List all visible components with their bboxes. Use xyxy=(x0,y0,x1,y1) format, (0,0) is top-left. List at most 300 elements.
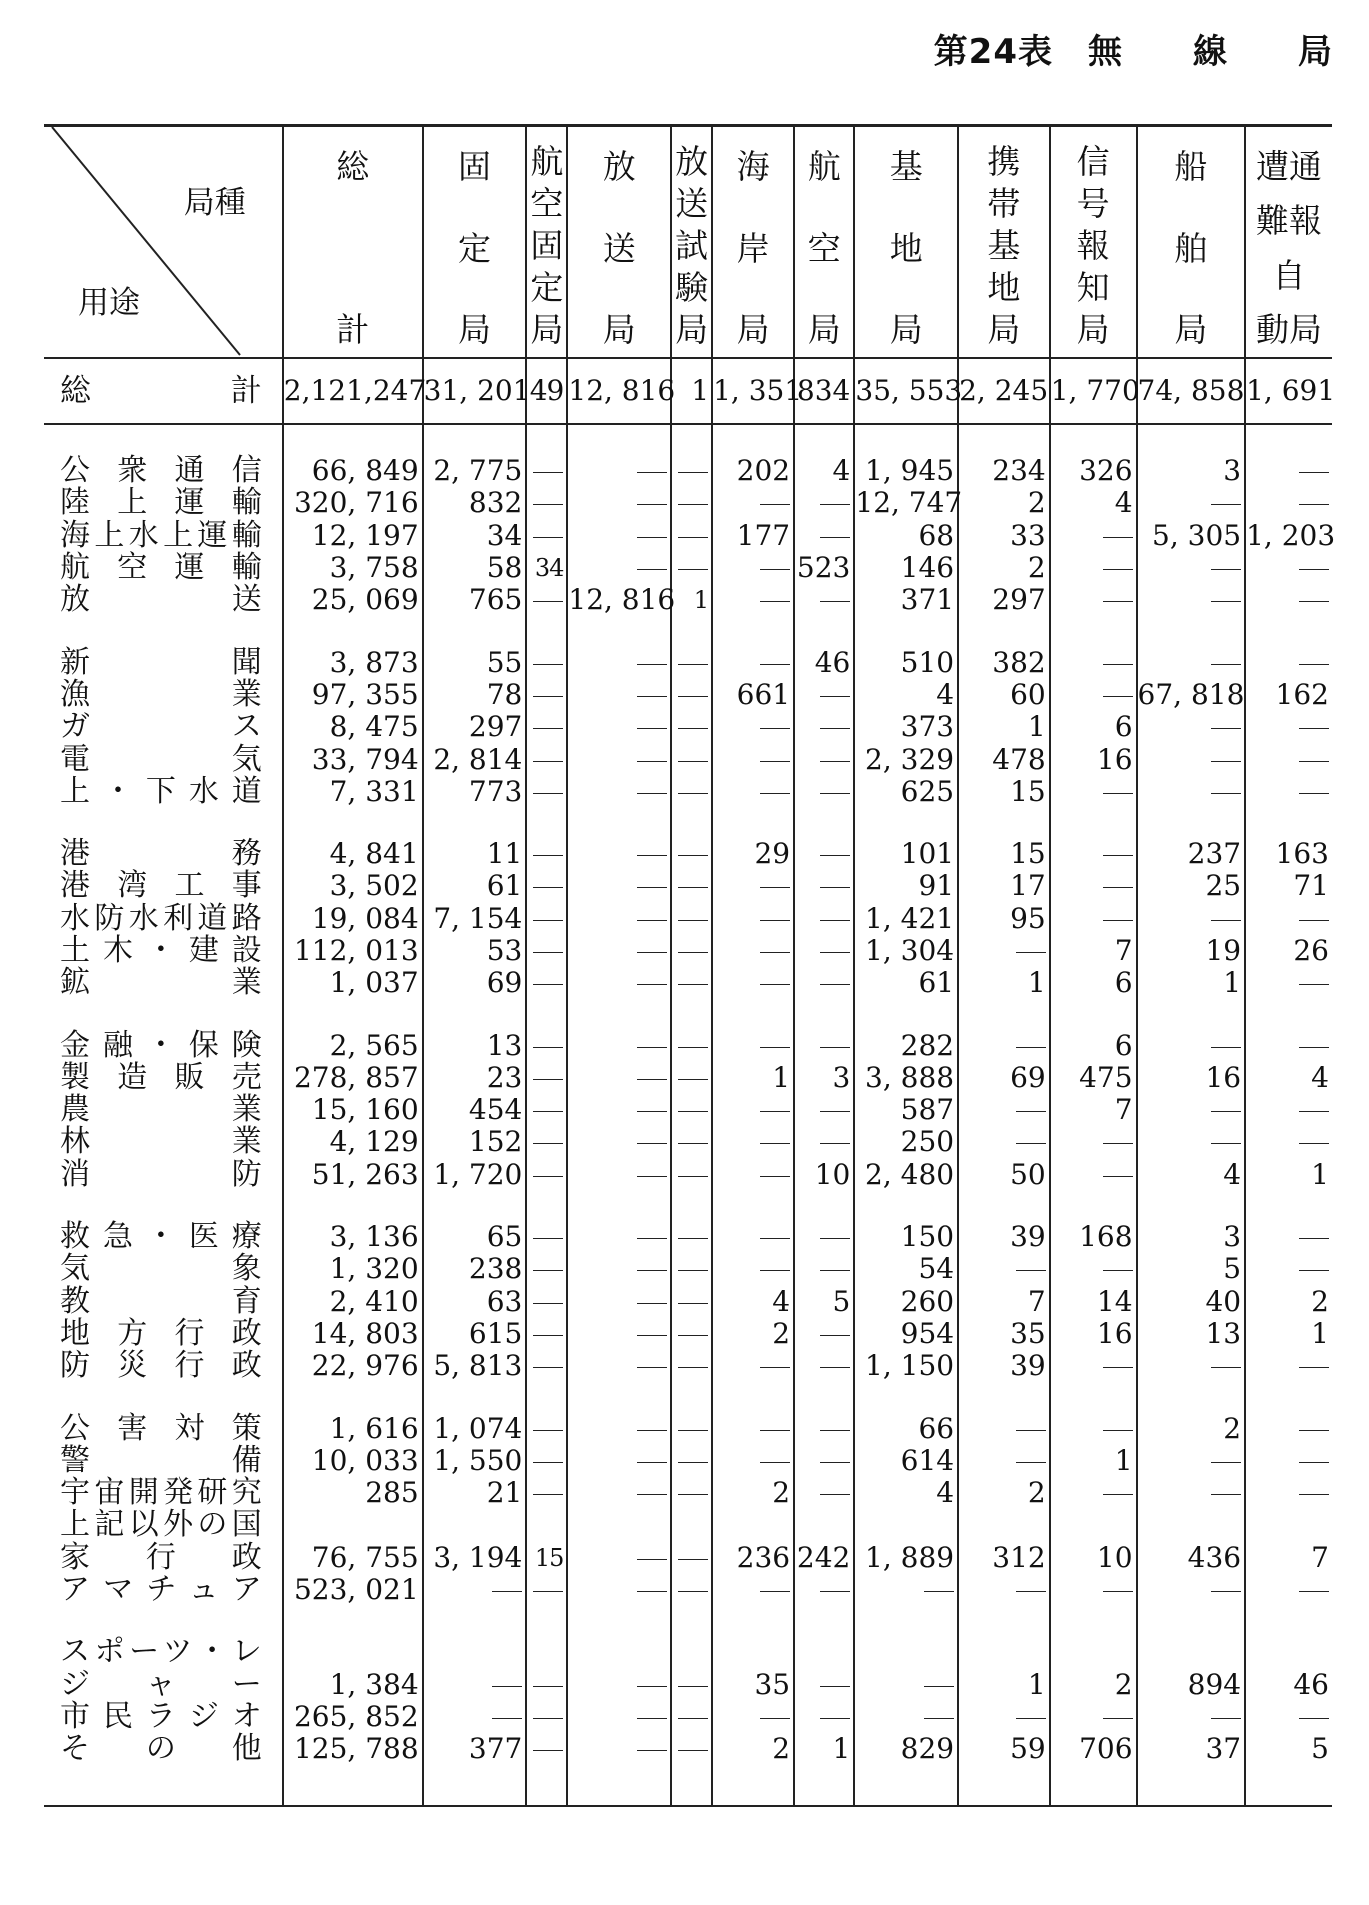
dash-mark xyxy=(637,1047,667,1048)
dash-mark xyxy=(1211,920,1241,921)
table-cell: 2, 775 xyxy=(423,455,527,487)
table-cell: 4 xyxy=(854,1477,958,1509)
table-cell xyxy=(671,1062,712,1094)
dash-mark xyxy=(533,1176,563,1177)
table-cell: 35, 553 xyxy=(854,358,958,424)
table-cell: 60 xyxy=(958,679,1050,711)
column-header-char: 海 xyxy=(736,147,770,186)
dash-mark xyxy=(1103,793,1133,794)
table-cell xyxy=(712,1636,794,1668)
table-cell: 3, 136 xyxy=(283,1221,423,1253)
table-cell xyxy=(794,1574,854,1606)
table-cell: 112, 013 xyxy=(283,935,423,967)
table-row xyxy=(44,1126,1332,1158)
spacer-cell xyxy=(1050,808,1137,838)
dash-mark xyxy=(924,1686,954,1687)
table-cell: 13 xyxy=(1137,1318,1246,1350)
spacer-row xyxy=(44,1382,1332,1412)
dash-mark xyxy=(760,1430,790,1431)
closing-cell xyxy=(526,1765,567,1806)
table-cell: 1 xyxy=(1050,1445,1137,1477)
table-cell: 16 xyxy=(1050,1318,1137,1350)
table-cell xyxy=(794,1221,854,1253)
spacer-cell xyxy=(44,1191,283,1221)
dash-mark xyxy=(533,855,563,856)
table-row xyxy=(44,935,1332,967)
table-cell xyxy=(1137,584,1246,616)
table-cell xyxy=(671,1350,712,1382)
table-cell: 614 xyxy=(854,1445,958,1477)
spacer-cell xyxy=(283,808,423,838)
table-cell: 15 xyxy=(526,1542,567,1574)
table-row xyxy=(44,1159,1332,1191)
table-cell: 587 xyxy=(854,1094,958,1126)
table-cell: 1, 616 xyxy=(283,1412,423,1444)
table-cell: 46 xyxy=(794,646,854,678)
table-cell xyxy=(567,1412,671,1444)
dash-mark xyxy=(533,1430,563,1431)
column-header-char: 地 xyxy=(889,228,923,268)
table-cell xyxy=(794,1126,854,1158)
spacer-cell xyxy=(854,424,958,455)
column-header-char: 自 xyxy=(1272,255,1306,295)
spacer-cell xyxy=(712,424,794,455)
dash-mark xyxy=(820,1462,850,1463)
table-cell xyxy=(567,1477,671,1509)
column-header-char: 岸 xyxy=(736,228,770,268)
table-cell xyxy=(794,967,854,999)
spacer-cell xyxy=(1245,1382,1332,1412)
table-cell: 10 xyxy=(794,1159,854,1191)
dash-mark xyxy=(760,1367,790,1368)
spacer-cell xyxy=(1137,424,1246,455)
table-cell: 150 xyxy=(854,1221,958,1253)
table-cell xyxy=(526,838,567,870)
table-cell: 7 xyxy=(1050,935,1137,967)
table-cell: 1 xyxy=(958,967,1050,999)
table-cell: 2 xyxy=(958,1477,1050,1509)
corner-cell xyxy=(44,126,283,359)
table-cell: 2 xyxy=(958,487,1050,519)
dash-mark xyxy=(760,1270,790,1271)
dash-mark xyxy=(1103,664,1133,665)
spacer-cell xyxy=(958,1191,1050,1221)
dash-mark xyxy=(1103,1176,1133,1177)
table-cell xyxy=(1050,552,1137,584)
table-cell xyxy=(567,1542,671,1574)
dash-mark xyxy=(637,855,667,856)
dash-mark xyxy=(820,887,850,888)
row-label: 上・下水道 xyxy=(60,773,262,809)
table-cell xyxy=(423,1574,527,1606)
spacer-cell xyxy=(567,1606,671,1636)
table-cell xyxy=(712,903,794,935)
dash-mark xyxy=(1016,1047,1046,1048)
table-cell xyxy=(283,1509,423,1541)
dash-mark xyxy=(1299,1143,1329,1144)
table-cell xyxy=(671,711,712,743)
dash-mark xyxy=(1103,537,1133,538)
dash-mark xyxy=(820,696,850,697)
dash-mark xyxy=(492,1591,522,1592)
dash-mark xyxy=(678,1367,708,1368)
dash-mark xyxy=(1103,1367,1133,1368)
dash-mark xyxy=(533,1335,563,1336)
table-cell xyxy=(712,935,794,967)
dash-mark xyxy=(533,1686,563,1687)
table-cell xyxy=(567,935,671,967)
table-cell: 40 xyxy=(1137,1286,1246,1318)
dash-mark xyxy=(678,696,708,697)
table-cell xyxy=(567,679,671,711)
dash-mark xyxy=(637,887,667,888)
table-cell xyxy=(1050,776,1137,808)
closing-cell xyxy=(854,1765,958,1806)
table-cell: 773 xyxy=(423,776,527,808)
table-cell xyxy=(567,1029,671,1061)
row-label: 公衆通信 xyxy=(60,453,262,489)
table-cell xyxy=(567,1350,671,1382)
table-cell xyxy=(1137,1509,1246,1541)
table-cell xyxy=(712,584,794,616)
table-cell: 326 xyxy=(1050,455,1137,487)
dash-mark xyxy=(678,728,708,729)
table-cell xyxy=(567,711,671,743)
table-cell xyxy=(567,1669,671,1701)
table-cell xyxy=(712,967,794,999)
table-cell: 39 xyxy=(958,1221,1050,1253)
spacer-row xyxy=(44,616,1332,646)
table-cell: 10 xyxy=(1050,1542,1137,1574)
dash-mark xyxy=(533,1718,563,1719)
table-cell xyxy=(794,776,854,808)
table-cell: 1, 320 xyxy=(283,1253,423,1285)
table-cell xyxy=(794,1094,854,1126)
table-cell xyxy=(567,1445,671,1477)
dash-mark xyxy=(1299,984,1329,985)
closing-cell xyxy=(567,1765,671,1806)
table-cell: 152 xyxy=(423,1126,527,1158)
table-cell: 12, 747 xyxy=(855,486,963,520)
spacer-cell xyxy=(423,808,527,838)
spacer-cell xyxy=(712,1606,794,1636)
table-cell xyxy=(1050,870,1137,902)
column-header xyxy=(526,126,567,359)
column-header-char: 局 xyxy=(458,310,492,349)
table-cell: 2,121,247 xyxy=(283,358,423,424)
dash-mark xyxy=(1299,1430,1329,1431)
spacer-cell xyxy=(794,616,854,646)
table-cell: 2 xyxy=(1245,1286,1332,1318)
table-cell: 2, 245 xyxy=(958,358,1050,424)
table-cell xyxy=(1050,1701,1137,1733)
table-cell xyxy=(794,1253,854,1285)
column-header xyxy=(958,126,1050,359)
table-cell xyxy=(526,646,567,678)
dash-mark xyxy=(637,1750,667,1751)
table-cell: 12, 816 xyxy=(567,358,671,424)
table-cell: 615 xyxy=(423,1318,527,1350)
spacer-cell xyxy=(1137,999,1246,1029)
row-label: 製造販売 xyxy=(60,1059,262,1095)
column-header xyxy=(283,126,423,359)
column-header-char: 難報 xyxy=(1256,201,1323,241)
table-cell xyxy=(712,1509,794,1541)
dash-mark xyxy=(1103,1494,1133,1495)
column-header-char: 携 xyxy=(987,142,1021,181)
table-cell: 250 xyxy=(854,1126,958,1158)
table-cell: 297 xyxy=(423,711,527,743)
dash-mark xyxy=(1211,1494,1241,1495)
row-label: 上記以外の国 xyxy=(60,1507,262,1543)
dash-mark xyxy=(678,1591,708,1592)
row-label: アマチュア xyxy=(60,1572,262,1608)
dash-mark xyxy=(678,1750,708,1751)
dash-mark xyxy=(533,984,563,985)
spacer-cell xyxy=(567,424,671,455)
column-header-char: 船 xyxy=(1174,147,1208,186)
table-cell: 15 xyxy=(958,838,1050,870)
table-cell xyxy=(712,1350,794,1382)
table-cell xyxy=(671,1636,712,1668)
column-header xyxy=(712,126,794,359)
table-cell xyxy=(526,1733,567,1765)
dash-mark xyxy=(637,984,667,985)
table-cell xyxy=(712,1445,794,1477)
table-row xyxy=(44,1094,1332,1126)
table-cell xyxy=(526,520,567,552)
table-cell: 1 xyxy=(671,584,712,616)
row-label: 家行政 xyxy=(60,1539,262,1575)
dash-mark xyxy=(533,537,563,538)
table-cell xyxy=(526,679,567,711)
table-row xyxy=(44,870,1332,902)
column-header-char: 基 xyxy=(987,226,1021,265)
spacer-cell xyxy=(44,616,283,646)
row-label: 新聞 xyxy=(60,644,262,680)
table-cell xyxy=(671,487,712,519)
table-cell xyxy=(526,1094,567,1126)
table-cell: 78 xyxy=(423,679,527,711)
table-cell xyxy=(1245,1350,1332,1382)
dash-mark xyxy=(760,1718,790,1719)
table-cell: 12, 197 xyxy=(283,520,423,552)
table-cell xyxy=(567,967,671,999)
dash-mark xyxy=(533,601,563,602)
table-cell xyxy=(567,838,671,870)
table-cell: 19, 084 xyxy=(283,903,423,935)
table-cell: 1 xyxy=(1245,1159,1332,1191)
dash-mark xyxy=(637,728,667,729)
dash-mark xyxy=(1299,1591,1329,1592)
table-cell: 21 xyxy=(423,1477,527,1509)
dash-mark xyxy=(637,1559,667,1560)
spacer-cell xyxy=(854,808,958,838)
corner-label-usage: 用途 xyxy=(78,285,140,321)
table-cell xyxy=(854,1509,958,1541)
spacer-cell xyxy=(794,1606,854,1636)
table-cell xyxy=(567,1574,671,1606)
dash-mark xyxy=(637,1686,667,1687)
dash-mark xyxy=(637,696,667,697)
table-cell: 2, 329 xyxy=(854,743,958,775)
table-cell xyxy=(671,1126,712,1158)
table-cell xyxy=(671,1733,712,1765)
table-cell xyxy=(567,487,671,519)
table-cell xyxy=(671,679,712,711)
spacer-cell xyxy=(671,1191,712,1221)
table-cell: 3 xyxy=(794,1062,854,1094)
corner-diagonal xyxy=(44,127,242,357)
dash-mark xyxy=(760,504,790,505)
column-header xyxy=(1050,126,1137,359)
table-cell xyxy=(671,967,712,999)
dash-mark xyxy=(1103,601,1133,602)
table-cell: 65 xyxy=(423,1221,527,1253)
dash-mark xyxy=(1016,1462,1046,1463)
table-cell xyxy=(712,1029,794,1061)
table-cell xyxy=(794,838,854,870)
table-cell xyxy=(1050,646,1137,678)
table-row xyxy=(44,1509,1332,1541)
spacer-cell xyxy=(712,616,794,646)
table-cell xyxy=(671,743,712,775)
table-cell: 16 xyxy=(1050,743,1137,775)
table-cell xyxy=(567,455,671,487)
table-cell: 63 xyxy=(423,1286,527,1318)
table-cell xyxy=(854,1574,958,1606)
dash-mark xyxy=(760,664,790,665)
spacer-cell xyxy=(526,999,567,1029)
table-cell: 37 xyxy=(1137,1733,1246,1765)
table-cell xyxy=(1245,552,1332,584)
dash-mark xyxy=(820,1430,850,1431)
spacer-cell xyxy=(44,999,283,1029)
dash-mark xyxy=(1299,1367,1329,1368)
table-cell: 2, 565 xyxy=(283,1029,423,1061)
dash-mark xyxy=(1103,1430,1133,1431)
table-row xyxy=(44,584,1332,616)
table-cell xyxy=(567,1062,671,1094)
table-cell: 25, 069 xyxy=(283,584,423,616)
spacer-row xyxy=(44,1606,1332,1636)
column-header-char: 定 xyxy=(458,228,492,268)
spacer-cell xyxy=(1050,616,1137,646)
table-cell: 1, 074 xyxy=(423,1412,527,1444)
spacer-cell xyxy=(854,1382,958,1412)
dash-mark xyxy=(1016,1270,1046,1271)
row-label: 鉱業 xyxy=(60,965,262,1001)
table-cell xyxy=(1245,1094,1332,1126)
spacer-cell xyxy=(794,1382,854,1412)
dash-mark xyxy=(637,1718,667,1719)
column-header-char: 固 xyxy=(458,147,492,186)
table-cell xyxy=(526,1574,567,1606)
table-cell: 101 xyxy=(854,838,958,870)
dash-mark xyxy=(1299,1238,1329,1239)
table-cell xyxy=(794,711,854,743)
table-cell: 1, 421 xyxy=(854,903,958,935)
dash-mark xyxy=(533,696,563,697)
column-header xyxy=(567,126,671,359)
dash-mark xyxy=(1016,1143,1046,1144)
row-label: その他 xyxy=(60,1731,262,1767)
spacer-cell xyxy=(854,1191,958,1221)
table-cell: 35 xyxy=(958,1318,1050,1350)
dash-mark xyxy=(678,1559,708,1560)
spacer-cell xyxy=(712,1191,794,1221)
dash-mark xyxy=(1211,1462,1241,1463)
table-cell: 7, 331 xyxy=(283,776,423,808)
row-label: 放送 xyxy=(60,582,262,618)
table-cell: 177 xyxy=(712,520,794,552)
dash-mark xyxy=(760,920,790,921)
table-cell: 236 xyxy=(712,1542,794,1574)
column-header-char: 局 xyxy=(889,310,923,349)
table-cell: 285 xyxy=(283,1477,423,1509)
table-cell xyxy=(1050,1509,1137,1541)
table-row xyxy=(44,487,1332,519)
column-header-char: 送 xyxy=(675,184,709,223)
table-cell xyxy=(1245,1029,1332,1061)
dash-mark xyxy=(678,1111,708,1112)
dash-mark xyxy=(1103,1270,1133,1271)
table-cell xyxy=(1245,776,1332,808)
table-cell xyxy=(671,552,712,584)
dash-mark xyxy=(760,1047,790,1048)
table-cell: 15 xyxy=(958,776,1050,808)
table-cell xyxy=(526,1286,567,1318)
table-cell xyxy=(1050,838,1137,870)
table-cell xyxy=(567,1126,671,1158)
table-cell xyxy=(567,1221,671,1253)
dash-mark xyxy=(678,887,708,888)
spacer-cell xyxy=(1245,1606,1332,1636)
dash-mark xyxy=(1103,887,1133,888)
dash-mark xyxy=(533,1047,563,1048)
table-cell xyxy=(526,1318,567,1350)
table-cell xyxy=(712,776,794,808)
row-label: 港湾工事 xyxy=(60,868,262,904)
dash-mark xyxy=(1103,855,1133,856)
dash-mark xyxy=(678,1238,708,1239)
dash-mark xyxy=(760,761,790,762)
table-cell xyxy=(794,1509,854,1541)
table-cell xyxy=(567,870,671,902)
table-cell: 1, 720 xyxy=(423,1159,527,1191)
table-row xyxy=(44,1701,1332,1733)
table-cell xyxy=(1245,743,1332,775)
table-cell: 19 xyxy=(1137,935,1246,967)
spacer-cell xyxy=(44,1606,283,1636)
table-cell xyxy=(526,1062,567,1094)
table-row xyxy=(44,1029,1332,1061)
table-cell xyxy=(1245,1701,1332,1733)
dash-mark xyxy=(820,1047,850,1048)
table-cell xyxy=(671,1253,712,1285)
table-cell: 6 xyxy=(1050,711,1137,743)
spacer-row xyxy=(44,999,1332,1029)
table-cell xyxy=(671,935,712,967)
spacer-cell xyxy=(671,1382,712,1412)
table-cell xyxy=(958,1029,1050,1061)
spacer-cell xyxy=(567,1191,671,1221)
column-header-char: 局 xyxy=(987,310,1021,349)
table-cell: 3, 194 xyxy=(423,1542,527,1574)
table-cell: 5 xyxy=(794,1286,854,1318)
table-cell xyxy=(1137,711,1246,743)
table-cell xyxy=(671,1412,712,1444)
